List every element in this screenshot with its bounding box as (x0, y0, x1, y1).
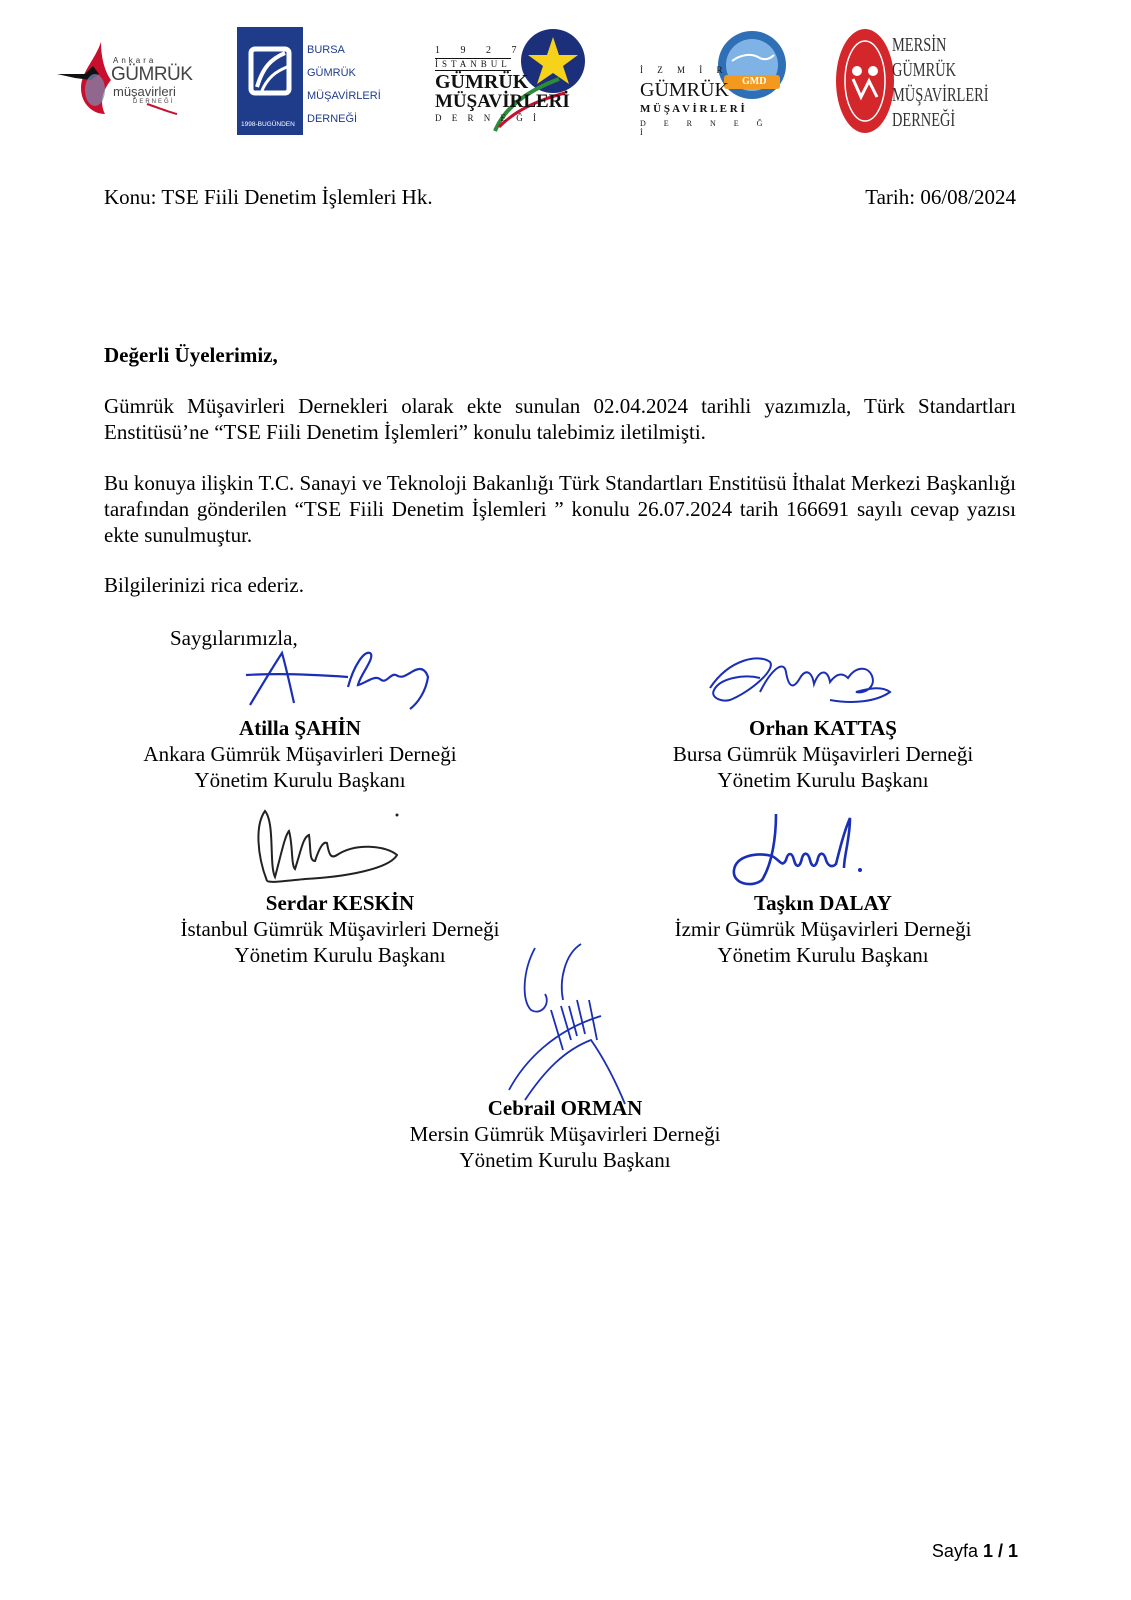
signatory-name: Atilla ŞAHİN (239, 716, 361, 740)
signature-serdar-keskin (245, 805, 415, 887)
bursa-logo-block (237, 27, 303, 135)
izmir-logo-badge: GMD (742, 76, 767, 87)
regards: Saygılarımızla, (170, 626, 298, 650)
signature-orhan-kattas (700, 648, 900, 712)
signature-taskin-dalay (726, 808, 886, 890)
signature-atilla-sahin (240, 645, 440, 715)
izmir-logo-tiny: D E R N E Ğ İ (640, 119, 771, 137)
signatory-name: Serdar KESKİN (265, 891, 415, 915)
istanbul-logo-main: GÜMRÜK (435, 71, 529, 93)
mersin-logo-line: MERSİN (892, 34, 947, 56)
bursa-logo-line: GÜMRÜK (307, 67, 356, 79)
bursa-logo-line: MÜŞAVİRLERİ (307, 90, 381, 102)
istanbul-logo-city: İSTANBUL (435, 59, 511, 69)
izmir-association-logo (640, 27, 790, 135)
ankara-association-logo (55, 38, 193, 118)
bursa-logo-line: DERNEĞİ (307, 113, 358, 125)
signatory-name: Cebrail ORMAN (487, 1096, 643, 1120)
signatory-title: Yönetim Kurulu Başkanı (234, 943, 446, 967)
mersin-seal-icon (835, 27, 897, 135)
salutation: Değerli Üyelerimiz, (104, 343, 278, 367)
signatory-block (120, 890, 560, 968)
bursa-logo-text (307, 39, 381, 131)
istanbul-logo-tiny: D E R N E Ğ İ (435, 113, 540, 123)
mersin-logo-line: GÜMRÜK (892, 59, 957, 81)
closing-request: Bilgilerinizi rica ederiz. (104, 573, 304, 597)
istanbul-logo-sub: MÜŞAVİRLERİ (435, 91, 570, 112)
ankara-logo-sub: müşavirleri (113, 84, 176, 99)
page-number (932, 1541, 1018, 1562)
ankara-logo-main: GÜMRÜK (111, 64, 193, 85)
mersin-association-logo (835, 27, 1005, 135)
signatory-block (603, 890, 1043, 968)
signatory-title: Yönetim Kurulu Başkanı (717, 768, 929, 792)
page-label: Sayfa (931, 1541, 978, 1561)
bursa-logo-since: 1998-BUGÜNDEN (241, 121, 295, 128)
bursa-logo-line: BURSA (307, 44, 345, 56)
page-num: 1 / 1 (982, 1541, 1018, 1561)
signatory-org: İstanbul Gümrük Müşavirleri Derneği (180, 917, 500, 941)
signatory-title: Yönetim Kurulu Başkanı (717, 943, 929, 967)
mersin-logo-line: MÜŞAVİRLERİ (892, 84, 989, 106)
paragraph-2: Bu konuya ilişkin T.C. Sanayi ve Teknoloji Bakanlığı Türk Standartları Enstitüsü İthalat Merkezi Başkanlığı tarafından gönderilen “TSE Fiili Denetim İşlemleri ” konulu 26.07.2024 tarih 166691 sayılı cevap yazısı ekte sunulmuştur. (104, 471, 1016, 547)
signatory-org: Bursa Gümrük Müşavirleri Derneği (672, 742, 974, 766)
izmir-logo-sub: M Ü Ş A V İ R L E R İ (640, 103, 745, 115)
bursa-logo-icon (237, 27, 303, 119)
date-line: Tarih: 06/08/2024 (865, 185, 1016, 209)
istanbul-association-logo (435, 27, 590, 135)
istanbul-logo-year: 1 9 2 7 (435, 45, 526, 56)
signatory-org: Mersin Gümrük Müşavirleri Derneği (409, 1122, 721, 1146)
izmir-logo-city: İ Z M İ R (640, 65, 729, 75)
ankara-logo-small: Ankara (113, 56, 157, 65)
paragraph-1: Gümrük Müşavirleri Dernekleri olarak ekte sunulan 02.04.2024 tarihli yazımızla, Türk Standartları Enstitüsü’ne “TSE Fiili Denetim İşlemleri” konulu talebimiz iletilmişti. (104, 394, 1016, 444)
signatory-block (80, 715, 520, 793)
mersin-logo-line: DERNEĞİ (892, 109, 956, 131)
signatory-org: İzmir Gümrük Müşavirleri Derneği (674, 917, 972, 941)
izmir-logo-main: GÜMRÜK (640, 79, 729, 101)
bursa-association-logo (237, 27, 381, 135)
mersin-logo-text (892, 33, 989, 133)
signatory-title: Yönetim Kurulu Başkanı (459, 1148, 671, 1172)
ankara-logo-tiny: DERNEĞİ (133, 99, 175, 105)
signatory-block (603, 715, 1043, 793)
subject-line: Konu: TSE Fiili Denetim İşlemleri Hk. (104, 185, 433, 209)
signatory-title: Yönetim Kurulu Başkanı (194, 768, 406, 792)
signatory-org: Ankara Gümrük Müşavirleri Derneği (143, 742, 457, 766)
signatory-name: Orhan KATTAŞ (748, 716, 897, 740)
signatory-block (345, 1095, 785, 1173)
signatory-name: Taşkın DALAY (754, 891, 892, 915)
